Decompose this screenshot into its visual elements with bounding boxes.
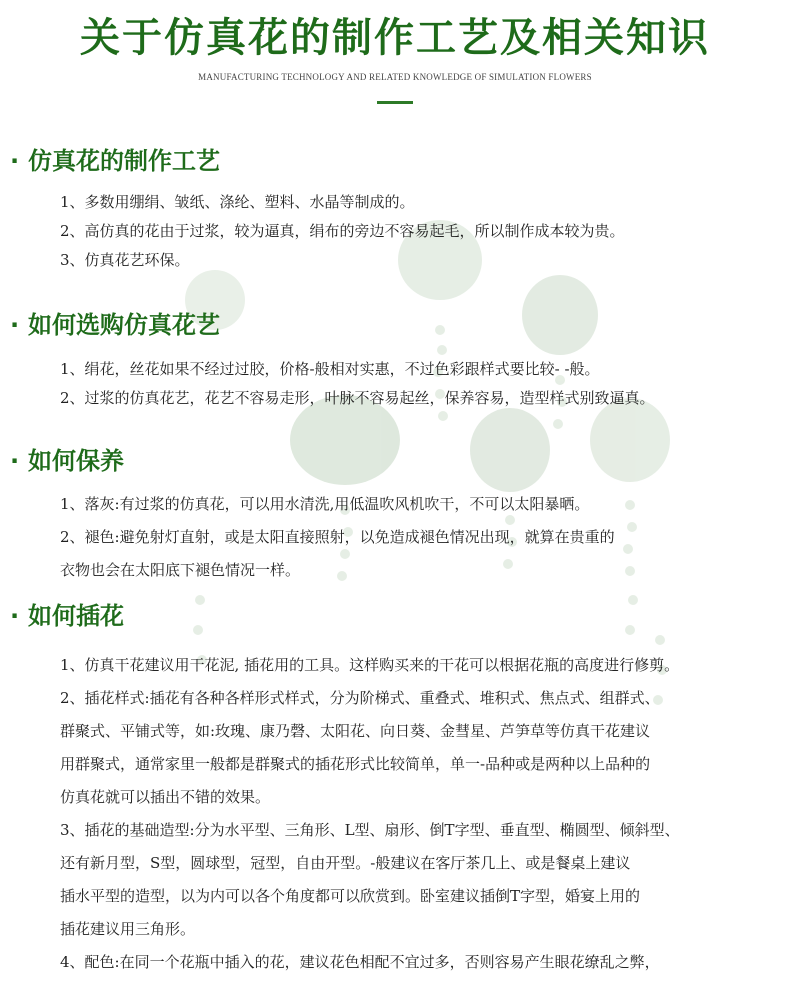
section-heading (10, 143, 785, 179)
section-arranging (10, 598, 785, 979)
list-item: 2、插花样式:插花有各种各样形式样式，分为阶梯式、重叠式、堆积式、焦点式、组群式、 (60, 689, 660, 707)
title-underline (377, 101, 413, 104)
list-item: 插水平型的造型，以为内可以各个角度都可以欣赏到。卧室建议插倒T字型，婚宴上用的 (60, 887, 641, 905)
list-item: 仿真花就可以插出不错的效果。 (60, 788, 271, 806)
bullet-dot: · (10, 311, 20, 339)
page-title: 关于仿真花的制作工艺及相关知识 (80, 15, 710, 61)
list-item: 1、仿真干花建议用干花泥, 插花用的工具。这样购买来的干花可以根据花瓶的高度进行修剪。 (60, 656, 680, 674)
list-item: 还有新月型，S型，圆球型，冠型，自由开型。-般建议在客厅茶几上、或是餐桌上建议 (60, 854, 631, 872)
list-item: 2、过浆的仿真花艺，花艺不容易走形，叶脉不容易起丝，保养容易，造型样式别致逼真。 (60, 389, 655, 407)
list-item: 1、绢花，丝花如果不经过过胶，价格-般相对实惠，不过色彩跟样式要比较- -般。 (60, 360, 600, 378)
list-item: 群聚式、平铺式等，如:玫瑰、康乃磬、太阳花、向日葵、金彗星、芦笋草等仿真干花建议 (60, 722, 651, 740)
section-list (10, 188, 785, 275)
bullet-dot: · (10, 447, 20, 475)
section-heading (10, 307, 785, 343)
section-heading-text: 仿真花的制作工艺 (28, 147, 220, 175)
section-heading-text: 如何插花 (28, 602, 124, 630)
section-heading-text: 如何保养 (28, 447, 124, 475)
section-buying (10, 307, 785, 413)
list-item: 3、仿真花艺环保。 (60, 251, 190, 269)
list-item: 2、高仿真的花由于过浆，较为逼真，绢布的旁边不容易起毛，所以制作成本较为贵。 (60, 222, 625, 240)
section-list (10, 488, 785, 587)
bullet-dot: · (10, 147, 20, 175)
section-heading (10, 598, 785, 634)
section-heading (10, 443, 785, 479)
list-item: 3、插花的基础造型:分为水平型、三角形、L型、扇形、倒T字型、垂直型、椭圆型、倾斜型、 (60, 821, 680, 839)
section-manufacturing (10, 143, 785, 275)
list-item: 1、落灰:有过浆的仿真花，可以用水清洗,用低温吹风机吹干，不可以太阳暴晒。 (60, 495, 590, 513)
bullet-dot: · (10, 602, 20, 630)
list-item: 插花建议用三角形。 (60, 920, 196, 938)
list-item: 衣物也会在太阳底下褪色情况一样。 (60, 561, 301, 579)
list-item: 2、褪色:避免射灯直射，或是太阳直接照射，以免造成褪色情况出现，就算在贵重的 (60, 528, 615, 546)
list-item: 4、配色:在同一个花瓶中插入的花，建议花色相配不宜过多，否则容易产生眼花缭乱之弊， (60, 953, 660, 971)
section-heading-text: 如何选购仿真花艺 (28, 311, 220, 339)
section-list (10, 649, 785, 979)
page-subtitle: MANUFACTURING TECHNOLOGY AND RELATED KNOWLEDGE OF SIMULATION FLOWERS (198, 72, 592, 82)
section-list (10, 355, 785, 413)
section-maintenance (10, 443, 785, 587)
list-item: 1、多数用绷绢、皱纸、涤纶、塑料、水晶等制成的。 (60, 193, 415, 211)
list-item: 用群聚式，通常家里一般都是群聚式的插花形式比较简单，单一-品种或是两种以上品种的 (60, 755, 651, 773)
